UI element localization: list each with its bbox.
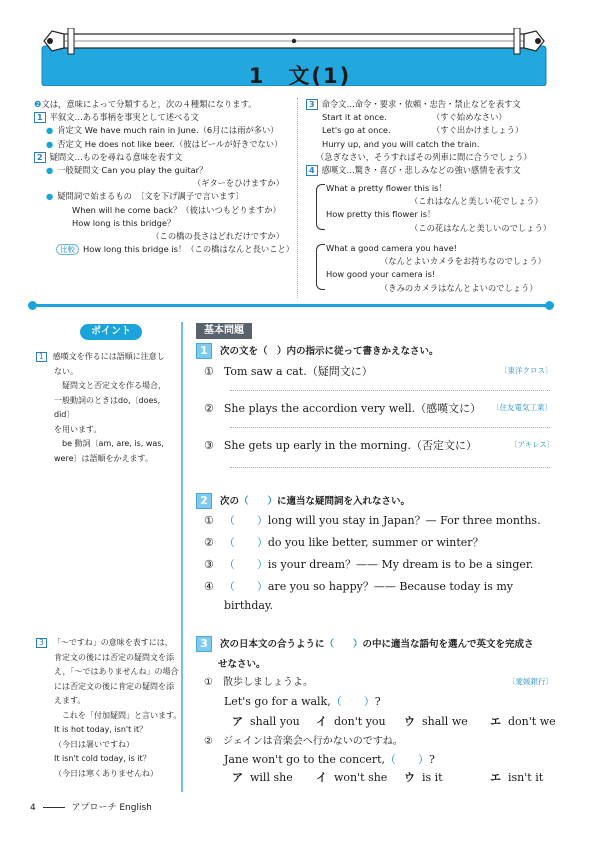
section-number: 1 — [34, 112, 46, 123]
blank-paren[interactable]: （ ） — [223, 536, 268, 549]
example-translation: （すぐ始めなさい） — [432, 112, 507, 123]
column-divider — [297, 98, 298, 298]
question-number: 2 — [196, 493, 212, 509]
example-line: 否定文 He does not like beer.（彼はビールが好きでない） — [57, 138, 283, 149]
example-translation: （ギターをひけますか） — [192, 178, 284, 189]
example-line: What a good camera you have! — [326, 243, 458, 253]
question-text: 次の文を（ ）内の指示に従って書きかえなさい。 — [220, 346, 439, 357]
choice[interactable]: ア shall you — [232, 715, 300, 728]
q3-item-1: ① 散歩しましょうよ。 — [204, 677, 313, 688]
source-tag: 〔住友電気工業〕 — [492, 403, 552, 412]
q2-item: ④ （ ）are you so happy？—— Because today is my — [204, 580, 514, 593]
note-line: には否定文の後に肯定の疑問を添 — [54, 681, 174, 691]
section-number: 3 — [306, 99, 318, 110]
note-line: 疑問文と否定文を作る場合， — [62, 381, 166, 390]
example-translation: （この花はなんと美しいのでしょう） — [410, 222, 552, 233]
point-note-1 — [36, 350, 176, 466]
book-title: アプローチ English — [71, 803, 152, 813]
example-line: How long this bridge is！（この橋はなんと長いこと） — [83, 244, 295, 255]
note-line: を用います。 — [54, 424, 102, 434]
choice[interactable]: ウ is it — [404, 771, 443, 784]
blank-paren: （ ） — [324, 639, 363, 650]
example-line: What a pretty flower this is！ — [326, 183, 447, 193]
point-label: ポイント — [80, 324, 142, 340]
example-line: Let's go at once. — [322, 125, 391, 136]
q2-item: ③ （ ）is your dream？—— My dream is to be a singer. — [204, 558, 534, 571]
q1-item: ② She plays the accordion very well.（感嘆文に） — [204, 402, 482, 415]
question-2: 2 次の（ ）に適当な疑問詞を入れなさい。 — [196, 493, 410, 509]
q3-item-1-choices — [232, 713, 556, 729]
exclam-pair-1 — [326, 182, 551, 235]
compare-badge: 比較 — [56, 244, 79, 255]
choice[interactable]: ア will she — [232, 771, 293, 784]
page-title: 1 文(1) — [248, 64, 352, 88]
note-line: be 動詞〔am, are, is, was, — [62, 439, 164, 448]
example-translation: （この橋の長さはどれだけですか） — [151, 231, 284, 242]
answer-line[interactable] — [230, 427, 550, 428]
basic-problems-label: 基本問題 — [196, 323, 252, 339]
note-number: 1 — [36, 352, 47, 362]
blank-paren[interactable]: （ ） — [223, 580, 268, 593]
source-tag: 〔アキレス〕 — [510, 440, 555, 449]
example-line: Start it at once. — [322, 112, 387, 123]
note-line: （今日は寒くありませんね） — [54, 768, 158, 778]
q1-item: ① Tom saw a cat.（疑問文に） — [204, 365, 373, 378]
note-line: It is hot today, isn't it？ — [54, 725, 148, 734]
note-line: 一般動詞のときはdo,〔does, did〕 — [54, 395, 161, 419]
q1-item: ③ She gets up early in the morning.（否定文に） — [204, 439, 477, 452]
footer-dash — [43, 807, 65, 808]
note-line: え，「～ではありませんね」の場合 — [54, 667, 179, 676]
answer-line[interactable] — [230, 467, 550, 468]
example-translation: （なんとよいカメラをお持ちなのでしょう） — [380, 256, 546, 267]
note-line: 感嘆文を作るには語順に注意し — [52, 352, 165, 361]
page-footer — [30, 800, 152, 813]
brace — [316, 184, 325, 230]
page-number: 4 — [30, 803, 36, 813]
example-line: 一般疑問文 Can you play the guitar？ — [57, 165, 208, 176]
q3-item-2-choices — [232, 769, 543, 785]
q2-item: ② （ ）do you like better, summer or winter？ — [204, 536, 484, 549]
source-tag: 〔東洋クロス〕 — [500, 366, 553, 375]
section-number: 4 — [306, 165, 318, 176]
example-line: How pretty this flower is！ — [326, 209, 436, 220]
exclam-pair-2 — [326, 242, 546, 295]
source-tag: 〔愛媛銀行〕 — [508, 677, 553, 686]
section-title: 疑問文…ものを尋ねる意味を表す文 — [49, 151, 183, 162]
section-number: 2 — [34, 152, 46, 163]
reference-right — [306, 98, 532, 177]
q3-item-2: ② ジェインは音楽会へ行かないのですね。 — [204, 736, 403, 747]
q2-item: ① （ ）long will you stay in Japan？— For three months. — [204, 514, 541, 527]
choice[interactable]: エ isn't it — [490, 771, 544, 784]
example-line: How long is this bridge？ — [72, 217, 176, 228]
choice[interactable]: ウ shall we — [404, 715, 468, 728]
blank-paren[interactable]: （ ） — [223, 558, 268, 571]
rule-end — [545, 301, 554, 310]
example-line: How good your camera is! — [326, 269, 436, 280]
note-line: It isn't cold today, is it？ — [54, 754, 151, 763]
q3-item-1-sentence: Let's go for a walk,（ ）? — [224, 695, 381, 708]
note-number: 3 — [36, 638, 47, 648]
blank-paren: （ ） — [239, 496, 278, 507]
example-line: 疑問詞で始まるもの 〔文を下げ調子で言います〕 — [57, 191, 244, 202]
rule-end — [28, 301, 37, 310]
note-line: 「～ですね」の意味を表すには， — [52, 638, 173, 647]
note-line: えます。 — [54, 696, 86, 705]
point-note-3 — [36, 636, 182, 781]
question-1 — [196, 343, 439, 359]
q2-item-continuation: birthday. — [224, 599, 274, 612]
question-number: 3 — [196, 636, 212, 652]
brace — [316, 244, 325, 290]
reference-left: ❷文は，意味によって分類すると，次の４種類になります。 1 平叙文…ある事柄を事実として述べる文 ● 肯定文 We have much rain in June.（6月には雨が多い） ● 否定文 He does not like beer.（彼はビールが好きでない） 2 疑問文…ものを尋ねる意味を表す文 ● 一般疑問文 Can you play the guitar？ （ギターをひけますか） ● 疑問詞で始まるもの 〔文を下げ調子で言います〕 When will he come back？（彼はいつもどりますか） How long is this bridge？ （この橋の長さはどれだけですか） 比較 How long this bridge is！（この橋はなんと長いこと） — [34, 99, 295, 255]
blank-paren[interactable]: （ ） — [223, 514, 268, 527]
question-text-cont: せなさい。 — [218, 659, 266, 670]
choice[interactable]: イ don't you — [316, 715, 386, 728]
blank-paren[interactable]: （ ） — [385, 753, 430, 766]
ref-intro: ❷文は，意味によって分類すると，次の４種類になります。 — [34, 99, 257, 109]
note-line: 肯定文の後には否定の疑問文を添 — [54, 652, 174, 662]
q3-item-2-sentence: Jane won't go to the concert,（ ）? — [224, 753, 435, 766]
section-rule — [32, 304, 550, 307]
section-title: 感嘆文…驚き・喜び・悲しみなどの強い感情を表す文 — [321, 165, 521, 176]
note-line: ない。 — [54, 366, 78, 376]
blank-paren[interactable]: （ ） — [330, 695, 375, 708]
example-translation: （これはなんと美しい花でしょう） — [410, 196, 543, 207]
section-title: 平叙文…ある事柄を事実として述べる文 — [49, 112, 199, 123]
note-line: were〕は語順をかえます。 — [54, 453, 153, 463]
choice[interactable]: イ won't she — [316, 771, 388, 784]
example-translation: （きみのカメラはなんとよいのでしょう） — [380, 282, 538, 293]
note-line: これを「付加疑問」と言います。 — [62, 710, 182, 720]
question-number: 1 — [196, 343, 212, 359]
example-line: 肯定文 We have much rain in June.（6月には雨が多い） — [57, 125, 279, 136]
example-translation: （急ぎなさい，そうすればその列車に間に合うでしょう） — [316, 151, 532, 162]
choice[interactable]: エ don't we — [490, 715, 556, 728]
answer-line[interactable] — [230, 390, 550, 391]
example-line: When will he come back？（彼はいつもどりますか） — [72, 204, 281, 215]
column-rule — [181, 322, 183, 792]
example-line: Hurry up, and you will catch the train. — [322, 138, 480, 149]
question-3: 3 次の日本文の合うように（ ）の中に適当な語句を選んで英文を完成さ — [196, 636, 534, 652]
example-translation: （すぐ出かけましょう） — [432, 125, 524, 136]
note-line: （今日は暑いですね） — [54, 739, 134, 749]
section-title: 命令文…命令・要求・依頼・忠告・禁止などを表す文 — [321, 99, 521, 109]
